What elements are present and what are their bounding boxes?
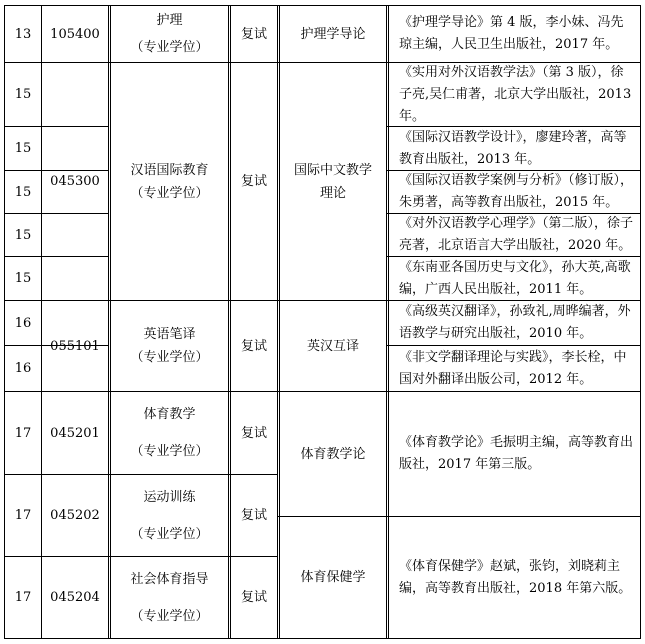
row-number: 15 xyxy=(14,141,32,156)
rule xyxy=(108,5,109,639)
row-number: 17 xyxy=(14,508,32,523)
rule xyxy=(640,5,641,639)
exam-subject: 英汉互译 xyxy=(306,338,359,354)
degree-type: （专业学位） xyxy=(130,40,209,55)
row-number: 15 xyxy=(14,271,32,286)
reference-book: 《体育教学论》毛振明主编，高等教育出版社，2017 年第三版。 xyxy=(399,435,634,472)
rule xyxy=(4,638,641,639)
exam-subject: 国际中文教学理论 xyxy=(293,162,372,201)
rule xyxy=(386,5,387,639)
exam-subject: 护理学导论 xyxy=(300,26,366,42)
exam-type: 复试 xyxy=(240,508,267,523)
rule xyxy=(277,5,278,639)
major-title: 社会体育指导 xyxy=(130,571,209,587)
major-code: 045202 xyxy=(50,508,100,523)
exam-type: 复试 xyxy=(240,174,267,189)
major-title: 运动训练 xyxy=(143,489,196,505)
row-number: 16 xyxy=(14,315,32,331)
reference-book: 《对外汉语教学心理学》（第二版），徐子亮著，北京语言大学出版社，2020 年。 xyxy=(399,216,634,253)
major-title: 英语笔译 xyxy=(143,327,196,342)
reference-book: 《国际汉语教学设计》，廖建玲著，高等教育出版社，2013 年。 xyxy=(399,129,627,167)
degree-type: （专业学位） xyxy=(130,350,209,365)
reference-book: 《护理学导论》第 4 版，李小妹、冯先琼主编，人民卫生出版社，2017 年。 xyxy=(399,15,624,52)
exam-subject: 体育保健学 xyxy=(300,570,366,585)
rule xyxy=(228,5,229,639)
reference-book: 《体育保健学》赵斌，张钧，刘晓莉主编，高等教育出版社，2018 年第六版。 xyxy=(399,558,632,596)
row-number: 15 xyxy=(14,87,32,102)
major-code: 105400 xyxy=(50,26,100,42)
reference-book: 《国际汉语教学案例与分析》（修订版），朱勇著，高等教育出版社，2015 年。 xyxy=(399,173,634,210)
major-name xyxy=(111,392,228,474)
exam-type: 复试 xyxy=(240,590,267,605)
row-number: 15 xyxy=(14,227,32,243)
row-number: 15 xyxy=(14,184,32,200)
major-code: 045300 xyxy=(50,174,100,189)
row-number: 17 xyxy=(14,590,32,605)
major-title: 体育教学 xyxy=(143,407,196,422)
major-title: 护理 xyxy=(156,13,183,28)
major-name xyxy=(111,301,228,391)
degree-type: （专业学位） xyxy=(130,185,209,201)
row-number: 13 xyxy=(14,26,32,42)
major-code: 045204 xyxy=(50,590,100,605)
degree-type: （专业学位） xyxy=(130,444,209,459)
exam-subject: 体育教学论 xyxy=(300,446,366,462)
major-code: 045201 xyxy=(50,425,100,441)
row-number: 16 xyxy=(14,361,32,376)
reference-book: 《高级英汉翻译》，孙致礼,周晔编著，外语教学与研究出版社，2010 年。 xyxy=(399,304,631,341)
major-code: 055101 xyxy=(50,338,100,354)
reference-book: 《实用对外汉语教学法》（第 3 版），徐子亮,吴仁甫著，北京大学出版社，2013 年。 xyxy=(399,64,632,124)
major-name xyxy=(111,557,228,638)
degree-type: （专业学位） xyxy=(130,526,209,542)
degree-type: （专业学位） xyxy=(130,608,209,624)
exam-type: 复试 xyxy=(240,26,267,42)
exam-type: 复试 xyxy=(240,338,267,354)
reference-book: 《非文学翻译理论与实践》，李长栓，中国对外翻译出版公司，2012 年。 xyxy=(399,349,627,387)
major-title: 汉语国际教育 xyxy=(130,162,209,178)
exam-type: 复试 xyxy=(240,425,267,441)
major-name xyxy=(111,6,228,62)
reference-book: 《东南亚各国历史与文化》，孙大英,高歌编，广西人民出版社，2011 年。 xyxy=(399,259,631,297)
row-number: 17 xyxy=(14,425,32,441)
major-name xyxy=(111,63,228,300)
major-name xyxy=(111,475,228,556)
